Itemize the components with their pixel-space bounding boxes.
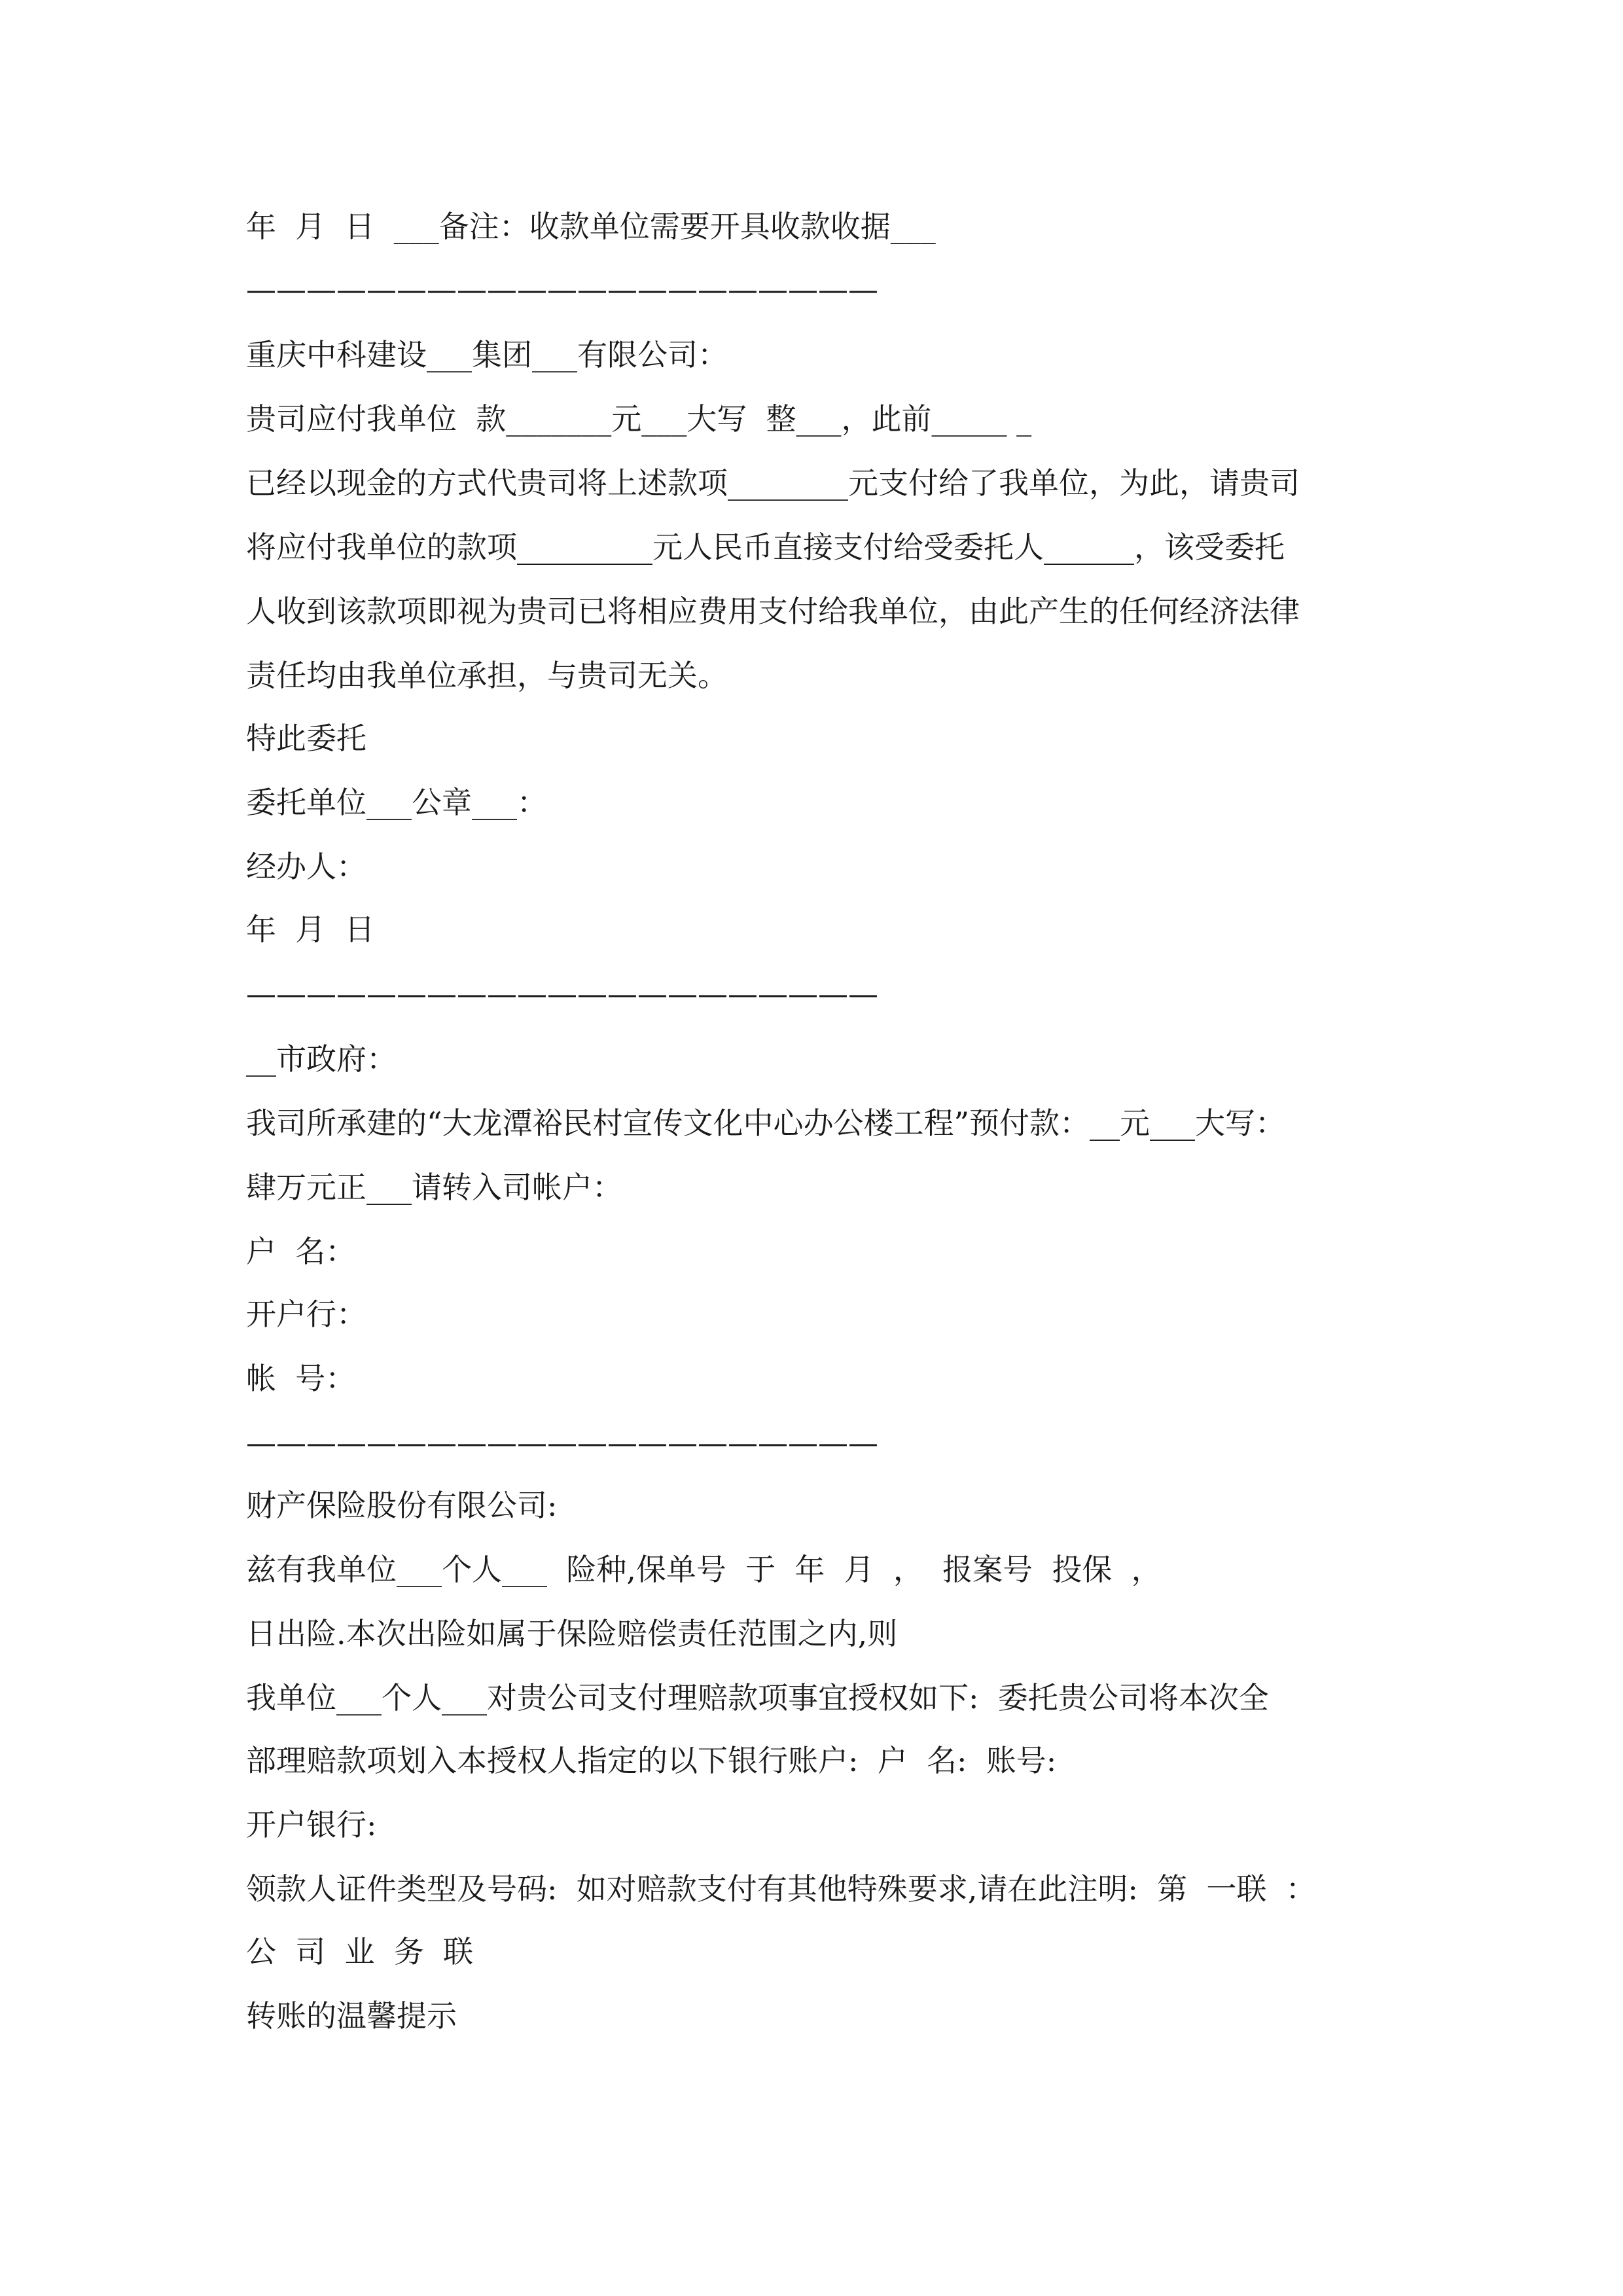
text-line: 转账的温馨提示: [246, 1998, 457, 2034]
text-line: 人收到该款项即视为贵司已将相应费用支付给我单位，由此产生的任何经济法律: [246, 594, 1300, 629]
divider-line: —————————————————————: [246, 1425, 878, 1460]
text-line: 我司所承建的“大龙潭裕民村宣传文化中心办公楼工程”预付款：__元___大写：: [246, 1105, 1286, 1141]
text-line: 开户银行:: [246, 1807, 377, 1842]
text-line: 年 月 日: [246, 912, 375, 947]
text-line: 责任均由我单位承担，与贵司无关。: [246, 658, 728, 693]
text-line: 财产保险股份有限公司:: [246, 1488, 558, 1523]
text-line: 贵司应付我单位 款_______元___大写 整___，此前_____ _: [246, 401, 1032, 437]
text-line: 公 司 业 务 联: [246, 1934, 473, 1969]
text-line: 兹有我单位___个人___ 险种,保单号 于 年 月 ， 报案号 投保 ，: [246, 1552, 1162, 1587]
text-line: 户 名：: [246, 1234, 356, 1269]
text-line: __市政府：: [246, 1041, 397, 1077]
text-line: 肆万元正___请转入司帐户：: [246, 1170, 622, 1205]
text-line: 重庆中科建设___集团___有限公司：: [246, 337, 728, 372]
text-line: 日出险.本次出险如属于保险赔偿责任范围之内,则: [246, 1616, 898, 1651]
text-line: 经办人：: [246, 849, 366, 884]
text-line: 年 月 日 ___备注：收款单位需要开具收款收据___: [246, 209, 936, 244]
divider-line: —————————————————————: [246, 976, 878, 1011]
text-line: 我单位___个人___对贵公司支付理赔款项事宜授权如下: 委托贵公司将本次全: [246, 1680, 1269, 1715]
text-line: 开户行：: [246, 1297, 366, 1332]
text-line: 将应付我单位的款项_________元人民币直接支付给受委托人______，该受委托: [246, 529, 1285, 565]
text-line: 已经以现金的方式代贵司将上述款项________元支付给了我单位，为此，请贵司: [246, 465, 1300, 501]
text-line: 领款人证件类型及号码: 如对赔款支付有其他特殊要求,请在此注明: 第 一联 ：: [246, 1871, 1316, 1907]
text-line: 特此委托: [246, 721, 366, 756]
divider-line: —————————————————————: [246, 272, 878, 307]
text-line: 委托单位___公章___：: [246, 785, 547, 820]
text-line: 部理赔款项划入本授权人指定的以下银行账户: 户 名: 账号:: [246, 1743, 1057, 1778]
text-line: 帐 号：: [246, 1361, 356, 1396]
